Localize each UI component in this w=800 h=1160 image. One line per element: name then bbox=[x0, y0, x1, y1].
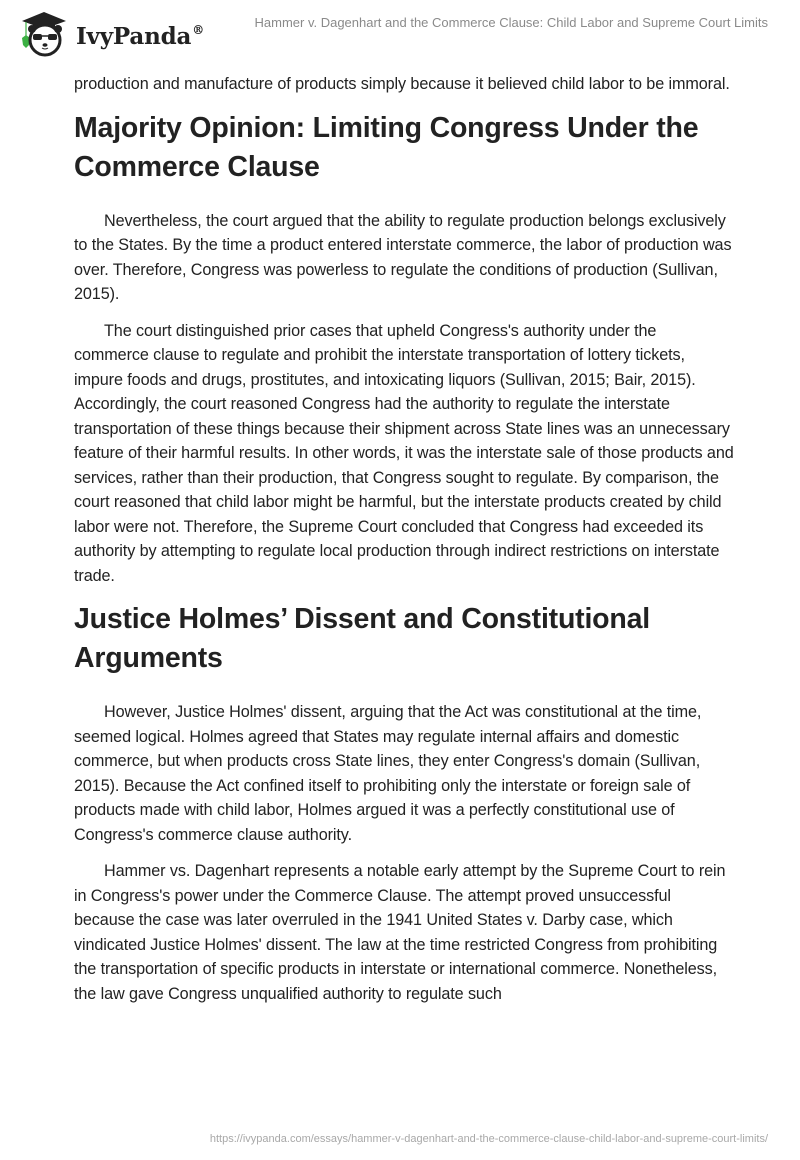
source-url[interactable]: https://ivypanda.com/essays/hammer-v-dagenhart-and-the-commerce-clause-child-labor-and-supreme-court-limits/ bbox=[209, 1133, 768, 1145]
section-heading-holmes-dissent: Justice Holmes’ Dissent and Constitutional Arguments bbox=[74, 603, 650, 674]
lead-paragraph: production and manufacture of products simply because it believed child labor to be immoral. bbox=[74, 75, 730, 93]
essay-body bbox=[74, 72, 734, 1018]
paragraph: However, Justice Holmes' dissent, arguing that the Act was constitutional at the time, seemed logical. Holmes agreed that States may regulate internal affairs and domestic commerce, but when products cross State lines, they enter Congress's domain (Sullivan, 2015). Because the Act confined itself to prohibiting only the interstate or foreign sale of products made with child labor, Holmes argued it was a perfectly constitutional use of Congress's commerce clause authority. bbox=[74, 703, 702, 844]
page-header bbox=[0, 0, 800, 60]
ivypanda-logo[interactable] bbox=[18, 8, 204, 58]
paragraph: The court distinguished prior cases that upheld Congress's authority under the commerce clause to regulate and prohibit the interstate transportation of lottery tickets, impure foods and drugs, prostitutes, and intoxicating liquors (Sullivan, 2015; Bair, 2015). Accordingly, the court reasoned Congress had the authority to regulate the interstate transportation of these things because their shipment across State lines was an unnecessary feature of their harmful results. In other words, it was the interstate sale of those products and services, rather than their production, that Congress sought to regulate. By comparison, the court reasoned that child labor might be harmful, but the interstate products created by child labor were not. Therefore, the Supreme Court concluded that Congress had exceeded its authority by attempting to regulate local production through indirect restrictions on interstate trade. bbox=[74, 321, 734, 585]
panda-graduation-cap-icon bbox=[18, 8, 70, 58]
document-title: Hammer v. Dagenhart and the Commerce Clause: Child Labor and Supreme Court Limits bbox=[254, 15, 768, 30]
paragraph: Nevertheless, the court argued that the ability to regulate production belongs exclusively to the States. By the time a product entered interstate commerce, the labor of production was over. Therefore, Congress was powerless to regulate the conditions of production (Sullivan, 2015). bbox=[74, 211, 732, 303]
brand-name: IvyPanda® bbox=[76, 22, 204, 50]
section-heading-majority-opinion: Majority Opinion: Limiting Congress Under the Commerce Clause bbox=[74, 111, 699, 183]
paragraph: Hammer vs. Dagenhart represents a notable early attempt by the Supreme Court to rein in Congress's power under the Commerce Clause. The attempt proved unsuccessful because the case was later overruled in the 1941 United States v. Darby case, which vindicated Justice Holmes' dissent. The law at the time restricted Congress from prohibiting the transportation of specific products in interstate or international commerce. Nonetheless, the law gave Congress unqualified authority to regulate such bbox=[74, 862, 726, 1003]
